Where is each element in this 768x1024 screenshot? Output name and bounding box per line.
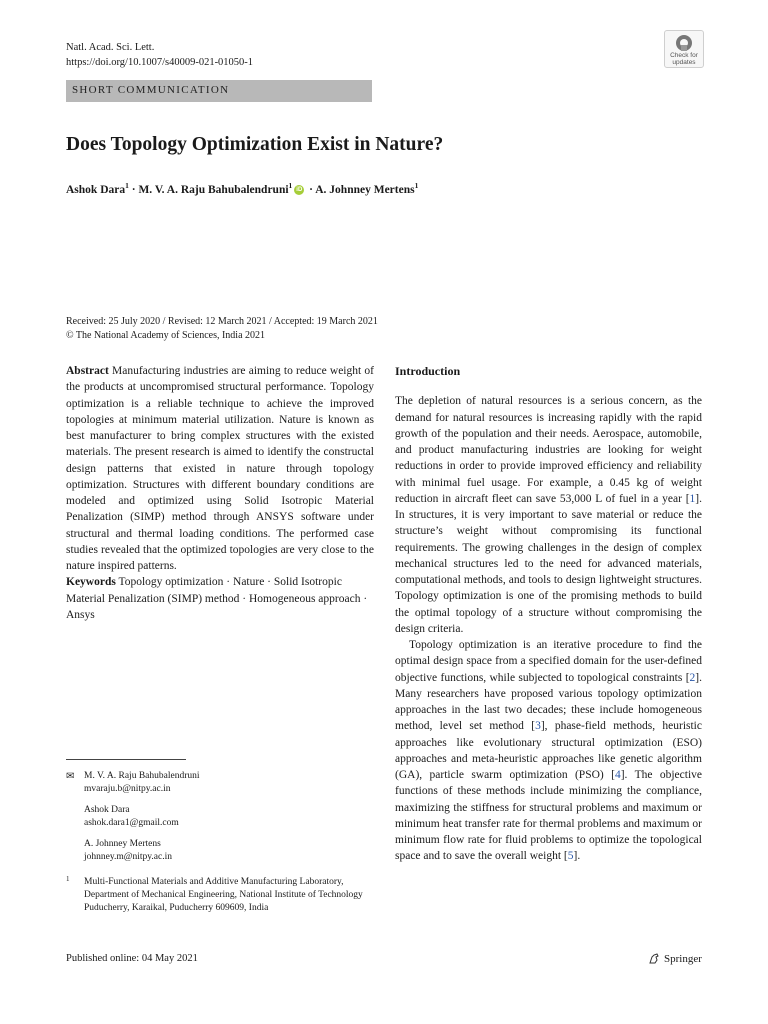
contact-email[interactable]: mvaraju.b@nitpy.ac.in — [84, 784, 171, 794]
author-affil-sup: 1 — [288, 181, 293, 190]
author-name[interactable]: M. V. A. Raju Bahubalendruni — [138, 183, 289, 196]
contact-name: M. V. A. Raju Bahubalendruni — [84, 771, 200, 781]
affiliation-text: Multi-Functional Materials and Additive Manufacturing Laboratory, Department of Mechanical Engineering, National Institute of Technology Puducherry, Karaikal, Puducherry 609609, India — [84, 877, 363, 913]
check-for-updates-badge[interactable] — [664, 30, 704, 68]
badge-line-1: Check for — [670, 52, 698, 59]
publisher-name: Springer — [664, 952, 702, 965]
abstract-text: Manufacturing industries are aiming to reduce weight of the products at uncompromised structural performance. Topology optimization is a reliable technique to achieve the improved topologies at minimum material utilization. Nature is known as best manufacturer to bring complex structures with the existed materials. The present research is aimed to identify the constructal design patterns that existed in nature through topology optimization. Structures with different boundary conditions are modeled and optimized using Solid Isotropic Material Penalization (SIMP) method through ANSYS software under structural and thermal loading conditions. The performed case studies revealed that the optimized topologies are very close to the nature inspired patterns. — [66, 365, 374, 572]
abstract-label: Abstract — [66, 365, 109, 377]
author-list — [66, 178, 418, 198]
keywords — [66, 574, 374, 623]
corresponding-author — [66, 770, 374, 796]
publisher-logo[interactable] — [648, 952, 702, 965]
keywords-label: Keywords — [66, 576, 116, 589]
envelope-icon: ✉ — [66, 771, 75, 782]
article-title: Does Topology Optimization Exist in Nature? — [66, 134, 444, 155]
author-name[interactable]: Ashok Dara — [66, 183, 126, 196]
footnote-divider — [66, 759, 186, 760]
author-separator: · — [128, 183, 139, 196]
contact — [66, 838, 374, 864]
contact-name: Ashok Dara — [84, 805, 130, 815]
badge-line-2: updates — [672, 59, 696, 66]
history-dates: Received: 25 July 2020 / Revised: 12 March 2021 / Accepted: 19 March 2021 — [66, 316, 378, 327]
published-date: Published online: 04 May 2021 — [66, 953, 198, 964]
affiliation — [66, 876, 374, 915]
contact-email[interactable]: johnney.m@nitpy.ac.in — [84, 852, 172, 862]
paragraph-text: ]. Many researchers have proposed various topology optimization approaches in the last two decades; these include homogeneous method, level set method [ — [395, 671, 702, 733]
copyright-notice: © The National Academy of Sciences, India 2021 — [66, 330, 266, 341]
citation-link[interactable]: 5 — [567, 850, 574, 863]
author-separator: · — [306, 183, 316, 196]
orcid-icon[interactable]: iD — [296, 187, 303, 194]
introduction-heading: Introduction — [395, 364, 461, 378]
contact-info — [66, 770, 374, 915]
paragraph-text: Topology optimization is an iterative procedure to find the optimal design space from a specified domain for the user-defined objective functions, while subjected to topological constraints [ — [395, 639, 702, 684]
paragraph-text: ]. — [573, 850, 581, 863]
springer-horse-icon — [648, 952, 661, 965]
doi-link[interactable]: https://doi.org/10.1007/s40009-021-01050-1 — [66, 57, 254, 68]
keywords-text: Topology optimization · Nature · Solid Isotropic Material Penalization (SIMP) method · Homogeneous approach · Ansys — [66, 576, 368, 621]
paragraph-text: ]. The objective functions of these methods include minimizing the compliance, maximizing the stiffness for structural problems and maximum or minimum heat transfer rate for thermal problems and maximum or minimum flow rate for fluid problems to optimize the topological space and to save the overall weight [ — [395, 769, 702, 863]
article-dates — [66, 315, 378, 343]
abstract — [66, 363, 374, 574]
paragraph-text: ], phase-field methods, heuristic approaches like evolutionary structural optimization (ESO) approaches and meta-heuristic approaches like genetic algorithm (GA), particle swarm optimization (PSO) [ — [395, 720, 702, 781]
section-label: SHORT COMMUNICATION — [66, 80, 372, 102]
journal-name: Natl. Acad. Sci. Lett. — [66, 42, 155, 53]
paragraph-text: ]. In structures, it is very important to save material or reduce the structure’s weight without compromising its functional requirements. The growing challenges in the design of complex mechanical structures led to the need for advanced materials, computational methods, and tools to design lightweight structures. Topology optimization is one of the promising methods to build the optimal topology of a structure without compromising the design criteria. — [395, 492, 702, 635]
affiliation-number: 1 — [66, 875, 70, 883]
citation-link[interactable]: 3 — [535, 720, 541, 733]
author-affil-sup: 1 — [414, 181, 419, 190]
intro-paragraph-2 — [395, 637, 702, 865]
author-name[interactable]: A. Johnney Mertens — [315, 183, 415, 196]
paragraph-text: The depletion of natural resources is a serious concern, as the demand for natural resources is increasing rapidly with the rapid growth of the population and their needs. Aerospace, automobile, and product manufacturing industries are looking for weight reductions in order to provide improved efficiency and reliability with minimal fuel usage. For example, a 0.45 kg of weight reduction in aircraft fleet can save 53,000 L of fuel in a year [ — [395, 395, 702, 505]
citation-link[interactable]: 2 — [689, 671, 696, 684]
crossmark-icon — [675, 34, 693, 52]
intro-paragraph-1 — [395, 393, 702, 637]
citation-link[interactable]: 4 — [614, 769, 621, 781]
author-affil-sup: 1 — [125, 181, 129, 190]
contact-name: A. Johnney Mertens — [84, 839, 161, 849]
contact-email[interactable]: ashok.dara1@gmail.com — [84, 818, 179, 828]
right-column — [395, 363, 702, 865]
contact — [66, 804, 374, 830]
citation-link[interactable]: 1 — [689, 492, 696, 505]
journal-header — [66, 40, 253, 70]
left-column — [66, 363, 374, 623]
